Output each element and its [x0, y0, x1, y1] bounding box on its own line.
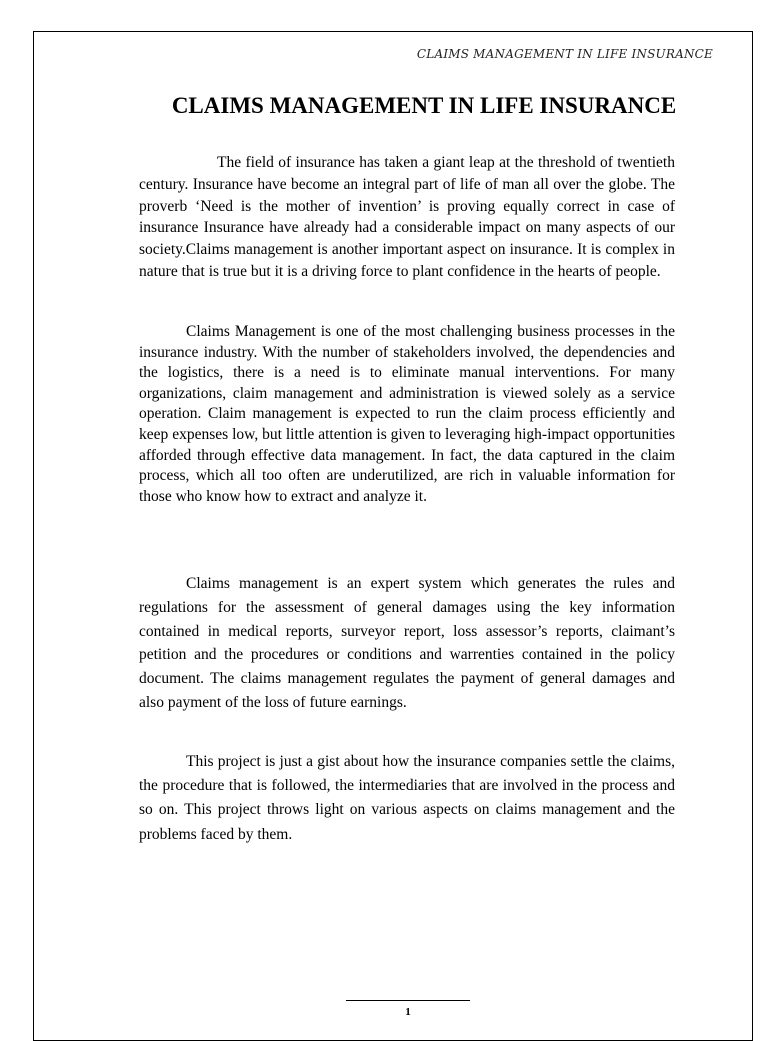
document-title: CLAIMS MANAGEMENT IN LIFE INSURANCE: [171, 93, 677, 118]
paragraph-3: Claims management is an expert system which generates the rules and regulations for the assessment of general damages using the key information contained in medical reports, surveyor report, loss assessor’s reports, claimant’s petition and the procedures or conditions and warrenties contained in the policy document. The claims management regulates the payment of general damages and also payment of the loss of future earnings.: [139, 575, 675, 711]
page-number: 1: [405, 1006, 411, 1018]
footer-rule: [346, 1000, 470, 1001]
paragraph-1: The field of insurance has taken a giant leap at the threshold of twentieth century. Insurance have become an integral part of life of man all over the globe. The proverb ‘Need is the mother of invention’ is proving equally correct in case of insurance Insurance have already had a considerable impact on many aspects of our society.Claims management is another important aspect on insurance. It is complex in nature that is true but it is a driving force to plant confidence in the hearts of people.: [139, 154, 675, 280]
running-header: CLAIMS MANAGEMENT IN LIFE INSURANCE: [416, 47, 713, 61]
paragraph-4: This project is just a gist about how the insurance companies settle the claims, the procedure that is followed, the intermediaries that are involved in the process and so on. This project throws light on various aspects on claims management and the problems faced by them.: [139, 753, 675, 843]
paragraph-2: Claims Management is one of the most challenging business processes in the insurance industry. With the number of stakeholders involved, the dependencies and the logistics, there is a need is to eliminate manual interventions. For many organizations, claim management and administration is viewed solely as a service operation. Claim management is expected to run the claim process efficiently and keep expenses low, but little attention is given to leveraging high-impact opportunities afforded through effective data management. In fact, the data captured in the claim process, which all too often are underutilized, are rich in valuable information for those who know how to extract and analyze it.: [139, 323, 675, 505]
